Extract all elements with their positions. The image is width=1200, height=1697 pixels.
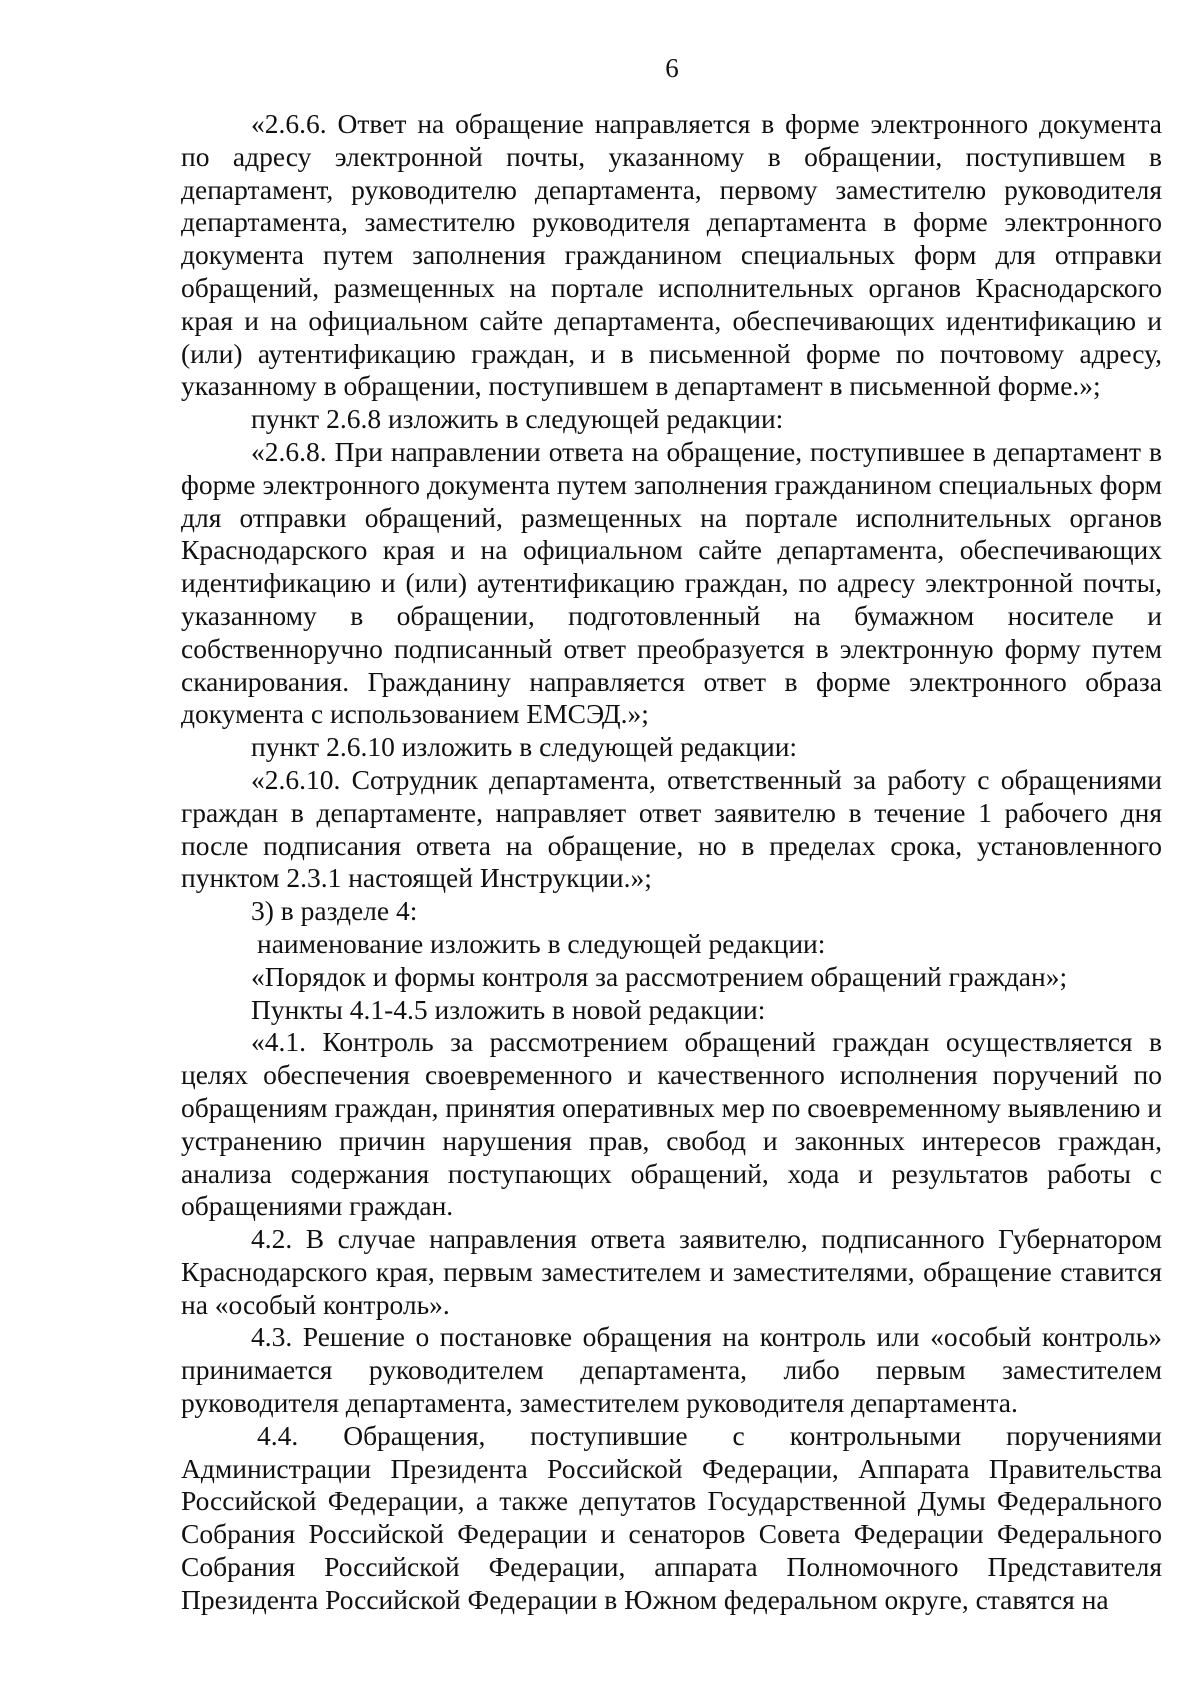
paragraph-2-6-8: «2.6.8. При направлении ответа на обращение, поступившее в департамент в форме электронного документа путем заполнения гражданином специальных форм для отправки обращений, размещенных на портале исполнительных органов Краснодарского края и на официальном сайте департамента, обеспечивающих идентификацию и (или) аутентификацию граждан, по адресу электронной почты, указанному в обращении, подготовленный на бумажном носителе и собственноручно подписанный ответ преобразуется в электронную форму путем сканирования. Гражданину направляется ответ в форме электронного образа документа с использованием ЕМСЭД.»;: [181, 435, 1162, 730]
paragraph-section-4: 3) в разделе 4:: [251, 895, 418, 927]
paragraph-instruction-2-6-8: пункт 2.6.8 изложить в следующей редакции:: [251, 403, 784, 435]
page-number: 6: [665, 53, 679, 83]
paragraph-section-4-title-instruction: наименование изложить в следующей редакции:: [257, 927, 826, 959]
paragraph-instruction-4-1-4-5: Пункты 4.1-4.5 изложить в новой редакции:: [251, 993, 766, 1025]
paragraph-4-4: 4.4. Обращения, поступившие с контрольными поручениями Администрации Президента Российской Федерации, Аппарата Правительства Российской Федерации, а также депутатов Государственной Думы Федерального Собрания Российской Федерации и сенаторов Совета Федерации Федерального Собрания Российской Федерации, аппарата Полномочного Представителя Президента Российской Федерации в Южном федеральном округе, ставятся на: [181, 1419, 1162, 1615]
paragraph-4-1: «4.1. Контроль за рассмотрением обращений граждан осуществляется в целях обеспечения своевременного и качественного исполнения поручений по обращениям граждан, принятия оперативных мер по своевременному выявлению и устранению причин нарушения прав, свобод и законных интересов граждан, анализа содержания поступающих обращений, хода и результатов работы с обращениями граждан.: [181, 1026, 1162, 1222]
paragraph-2-6-10: «2.6.10. Сотрудник департамента, ответственный за работу с обращениями граждан в департаменте, направляет ответ заявителю в течение 1 рабочего дня после подписания ответа на обращение, но в пределах срока, установленного пунктом 2.3.1 настоящей Инструкции.»;: [181, 763, 1162, 894]
document-body: [181, 108, 1162, 1617]
paragraph-instruction-2-6-10: пункт 2.6.10 изложить в следующей редакции:: [251, 731, 798, 763]
paragraph-4-2: 4.2. В случае направления ответа заявителю, подписанного Губернатором Краснодарского края, первым заместителем и заместителями, обращение ставится на «особый контроль».: [181, 1223, 1162, 1320]
paragraph-4-3: 4.3. Решение о постановке обращения на контроль или «особый контроль» принимается руководителем департамента, либо первым заместителем руководителя департамента, заместителем руководителя департамента.: [181, 1321, 1162, 1419]
paragraph-section-4-title: «Порядок и формы контроля за рассмотрением обращений граждан»;: [251, 960, 1068, 992]
paragraph-2-6-6: «2.6.6. Ответ на обращение направляется в форме электронного документа по адресу электронной почты, указанному в обращении, поступившем в департамент, руководителю департамента, первому заместителю руководителя департамента, заместителю руководителя департамента в форме электронного документа путем заполнения гражданином специальных форм для отправки обращений, размещенных на портале исполнительных органов Краснодарского края и на официальном сайте департамента, обеспечивающих идентификацию и (или) аутентификацию граждан, и в письменной форме по почтовому адресу, указанному в обращении, поступившем в департамент в письменной форме.»;: [181, 108, 1162, 402]
